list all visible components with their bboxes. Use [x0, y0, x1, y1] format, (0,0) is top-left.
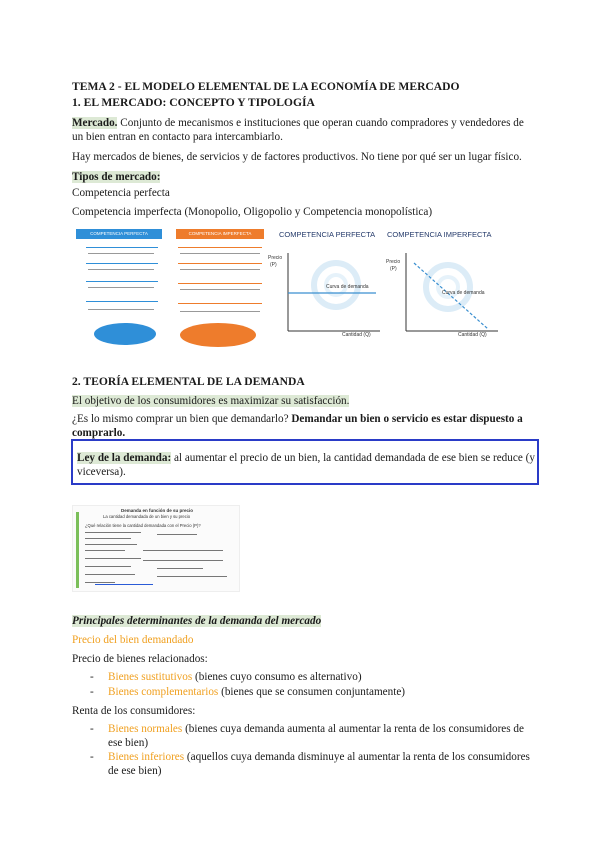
chart-right-curve-label: Curva de demanda [442, 290, 485, 296]
tipo-competencia-imperfecta: Competencia imperfecta (Monopolio, Oligopolio y Competencia monopolística) [72, 206, 433, 218]
card-left-line [86, 281, 158, 282]
figure2-line [85, 566, 131, 567]
respuesta-text-2: comprarlo. [72, 427, 126, 439]
card-left-line [86, 301, 158, 302]
bienes-inferiores-text-1: (aquellos cuya demanda disminuye al aumentar la renta de los consumidores [184, 751, 530, 763]
figure-tipos-mercado [72, 225, 532, 350]
card-right-line [180, 311, 260, 312]
bienes-normales-term: Bienes normales [108, 723, 183, 735]
chart-left-title: COMPETENCIA PERFECTA [279, 230, 376, 239]
objetivo-text [72, 394, 349, 408]
card-right-line [180, 289, 260, 290]
bullet-dash: - [90, 751, 94, 763]
figure2-line [157, 534, 197, 535]
bienes-complementarios-item [108, 685, 405, 699]
figure2-line [85, 558, 141, 559]
card-left-line [88, 269, 154, 270]
card-left-line [88, 253, 154, 254]
card-right-title: COMPETENCIA IMPERFECTA [176, 229, 264, 239]
bienes-inferiores-term: Bienes inferiores [108, 751, 185, 763]
chart-competencia-perfecta [284, 245, 384, 337]
respuesta-text-1: Demandar un bien o servicio es estar dispuesto a [291, 413, 523, 425]
section3-heading [72, 614, 321, 628]
card-competencia-perfecta [74, 229, 168, 347]
tipo-competencia-perfecta: Competencia perfecta [72, 187, 170, 199]
card-right-line [178, 247, 262, 248]
chart-right-y-label-1: Precio [386, 259, 401, 265]
chart-left-x-label: Cantidad (Q) [342, 332, 371, 338]
bienes-inferiores-item [108, 750, 538, 764]
bienes-normales-text-2: ese bien) [108, 737, 149, 749]
chart-right-x-label: Cantidad (Q) [458, 332, 487, 338]
pregunta-text: ¿Es lo mismo comprar un bien que demandarlo? [72, 413, 292, 425]
bienes-inferiores-text-2: de ese bien) [108, 765, 162, 777]
chart-right-watermark [426, 265, 470, 309]
card-left-title: COMPETENCIA PERFECTA [76, 229, 162, 239]
bienes-sustitutivos-item [108, 670, 362, 684]
hay-mercados-text: Hay mercados de bienes, de servicios y de factores productivos. No tiene por qué ser un lugar físico. [72, 151, 522, 163]
chart-left-y-label-1: Precio [268, 255, 283, 261]
bienes-sustitutivos-term: Bienes sustitutivos [108, 671, 193, 683]
precio-bienes-relacionados: Precio de bienes relacionados: [72, 653, 208, 665]
figure-demanda-precio [72, 505, 240, 592]
card-left-oval [94, 323, 156, 345]
ley-demanda-text-1: al aumentar el precio de un bien, la cantidad demandada de ese bien se reduce (y [171, 452, 535, 464]
ley-demanda-term: Ley de la demanda: [77, 452, 172, 464]
figure2-accent [76, 512, 79, 588]
section2-heading: 2. TEORÍA ELEMENTAL DE LA DEMANDA [72, 375, 305, 388]
tipos-heading [72, 170, 160, 184]
figure2-line [157, 576, 227, 577]
objetivo-highlight: El objetivo de los consumidores es maximizar su satisfacción. [72, 395, 350, 407]
mercado-paragraph [72, 116, 532, 130]
renta-consumidores: Renta de los consumidores: [72, 705, 196, 717]
card-right-line [178, 263, 262, 264]
mercado-def-1: Conjunto de mecanismos e instituciones que operan cuando compradores y vendedores de [117, 117, 524, 129]
figure2-title-2: La cantidad demandada de un bien y su precio [103, 514, 191, 519]
card-left-line [86, 247, 158, 248]
card-right-oval [180, 323, 256, 347]
bullet-dash: - [90, 686, 94, 698]
card-left-line [88, 309, 154, 310]
figure2-line [157, 568, 203, 569]
figure2-line [143, 550, 223, 551]
card-right-line [180, 269, 260, 270]
figure2-title-1: Demanda en función de su precio [121, 508, 194, 513]
figure2-line [85, 544, 137, 545]
bullet-dash: - [90, 671, 94, 683]
mercado-term: Mercado. [72, 117, 118, 129]
figure2-line [85, 538, 131, 539]
card-left-line [88, 287, 154, 288]
bienes-complementarios-term: Bienes complementarios [108, 686, 219, 698]
figure2-line [85, 574, 135, 575]
tipos-label: Tipos de mercado: [72, 171, 161, 183]
card-right-line [180, 253, 260, 254]
figure2-line [85, 550, 125, 551]
figure2-question: ¿Qué relación tiene la cantidad demandada con el Precio (P)? [85, 523, 201, 528]
bienes-sustitutivos-text: (bienes cuyo consumo es alternativo) [192, 671, 362, 683]
chart-left-curve-label: Curva de demanda [326, 284, 369, 290]
section3-heading-text: Principales determinantes de la demanda del mercado [72, 615, 322, 627]
pregunta-line [72, 412, 542, 426]
precio-bien-demandado: Precio del bien demandado [72, 634, 194, 646]
card-right-line [178, 303, 262, 304]
figure2-line [85, 582, 115, 583]
bienes-complementarios-text: (bienes que se consumen conjuntamente) [218, 686, 406, 698]
card-right-line [178, 283, 262, 284]
chart-right-title: COMPETENCIA IMPERFECTA [387, 230, 492, 239]
section1-heading: 1. EL MERCADO: CONCEPTO Y TIPOLOGÍA [72, 96, 315, 109]
mercado-def-2: un bien entran en contacto para intercambiarlo. [72, 131, 283, 143]
figure2-line [143, 560, 223, 561]
page-title: TEMA 2 - EL MODELO ELEMENTAL DE LA ECONOMÍA DE MERCADO [72, 80, 460, 93]
figure2-blue-rule [95, 584, 153, 585]
bienes-normales-item [108, 722, 538, 736]
figure2-line [85, 532, 141, 533]
bullet-dash: - [90, 723, 94, 735]
ley-demanda-line1 [77, 451, 535, 465]
bienes-normales-text-1: (bienes cuya demanda aumenta al aumentar la renta de los consumidores de [182, 723, 524, 735]
card-left-line [86, 263, 158, 264]
chart-left-y-label-2: (P) [270, 262, 277, 268]
ley-demanda-text-2: viceversa). [77, 466, 126, 478]
card-competencia-imperfecta [174, 229, 268, 347]
chart-right-y-label-2: (P) [390, 266, 397, 272]
